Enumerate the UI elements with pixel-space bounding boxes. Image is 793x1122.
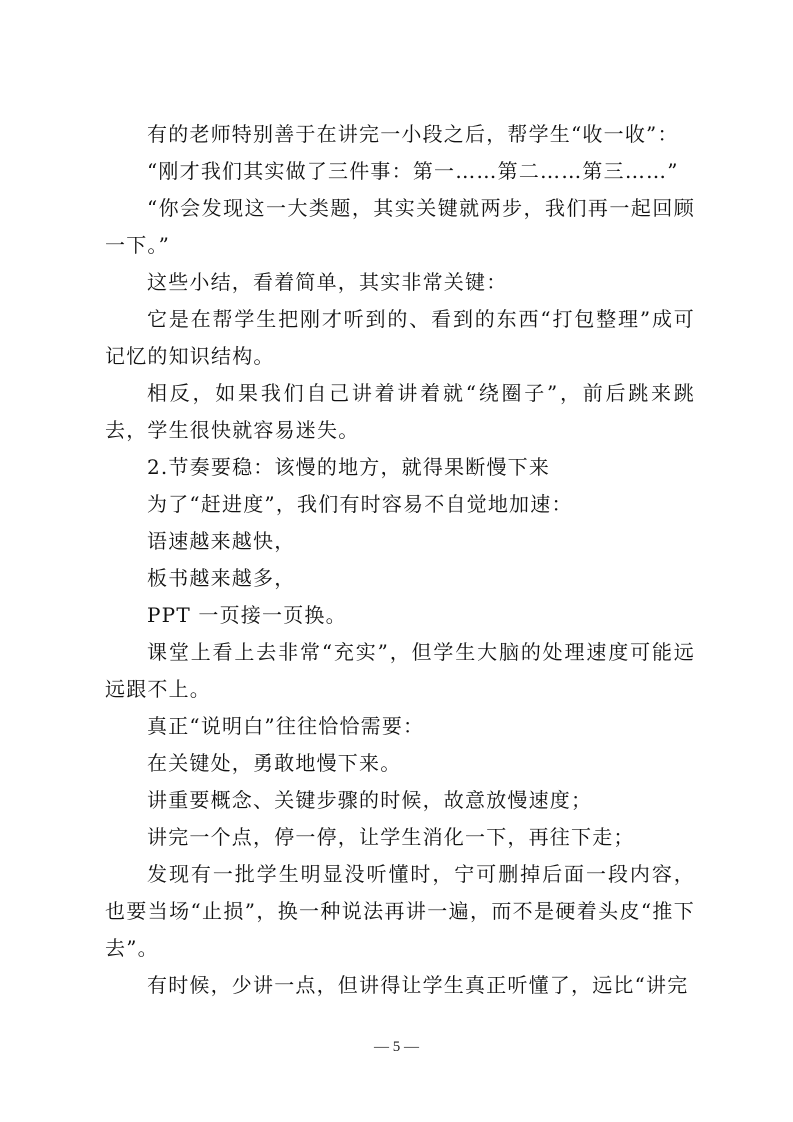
paragraph: 它是在帮学生把刚才听到的、看到的东西“打包整理”成可记忆的知识结构。 [105, 307, 695, 368]
paragraph: 有的老师特别善于在讲完一小段之后，帮学生“收一收”： [147, 122, 679, 146]
page-number: — 5 — [374, 1039, 419, 1055]
section-heading: 2.节奏要稳：该慢的地方，就得果断慢下来 [147, 455, 551, 479]
paragraph: 板书越来越多， [147, 566, 296, 590]
paragraph: 课堂上看上去非常“充实”，但学生大脑的处理速度可能远远跟不上。 [105, 640, 695, 701]
paragraph: 为了“赶进度”，我们有时容易不自觉地加速： [147, 492, 573, 516]
paragraph: 有时候，少讲一点，但讲得让学生真正听懂了，远比“讲完 [147, 973, 689, 997]
paragraph: “刚才我们其实做了三件事：第一……第二……第三……” [147, 159, 679, 183]
paragraph: 相反，如果我们自己讲着讲着就“绕圈子”，前后跳来跳去，学生很快就容易迷失。 [105, 381, 695, 442]
paragraph: 讲完一个点，停一停，让学生消化一下，再往下走； [147, 825, 635, 849]
paragraph: 这些小结，看着简单，其实非常关键： [147, 270, 508, 294]
paragraph: “你会发现这一大类题，其实关键就两步，我们再一起回顾一下。” [105, 196, 695, 257]
paragraph: 讲重要概念、关键步骤的时候，故意放慢速度； [147, 788, 593, 812]
paragraph: 真正“说明白”往往恰恰需要： [147, 714, 425, 738]
body-text [105, 116, 695, 1004]
paragraph: 发现有一批学生明显没听懂时，宁可删掉后面一段内容，也要当场“止损”，换一种说法再讲一遍，而不是硬着头皮“推下去”。 [105, 862, 695, 960]
paragraph: PPT 一页接一页换。 [147, 603, 347, 627]
paragraph: 在关键处，勇敢地慢下来。 [147, 751, 402, 775]
paragraph: 语速越来越快， [147, 529, 296, 553]
